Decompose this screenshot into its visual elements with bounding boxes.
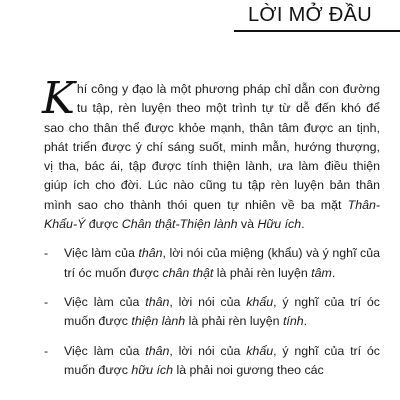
item-emphasis: thân [138, 246, 163, 261]
principles-list [44, 244, 380, 380]
item-text: Việc làm của [64, 294, 146, 309]
item-emphasis: thiện lành [131, 314, 186, 329]
intro-text: và [237, 217, 258, 232]
item-emphasis: tính [282, 314, 304, 329]
item-text: , lời nói của [169, 343, 247, 358]
chapter-title: LỜI MỞ ĐẦU [248, 4, 372, 26]
intro-emphasis-three-aspects: Thân-Khẩu-Ý [44, 197, 380, 232]
intro-text: được [85, 217, 122, 232]
header-rule [234, 30, 400, 32]
list-item [44, 293, 380, 332]
item-emphasis: tâm [311, 265, 332, 280]
list-item [44, 244, 380, 283]
item-emphasis: thân [145, 343, 170, 358]
intro-emphasis-truthful-good: Chân thật-Thiện lành [121, 217, 238, 232]
item-text: Việc làm của [64, 246, 139, 261]
item-text: là phải rèn luyện [213, 265, 312, 280]
item-text: Việc làm của [64, 343, 146, 358]
intro-emphasis-useful: Hữu ích [257, 217, 302, 232]
intro-text: hí công y đạo là một phương pháp chỉ dẫn con đường tu tập, rèn luyện theo một trình tự từ dễ đến khó để sao cho thân thể được khỏe mạnh, thân tâm được an tịnh, phát triển được ý chí sáng suốt, minh mẫn, hướng thượng, vị tha, bác ái, tập được tính thiện lành, ưa làm điều thiện giúp ích cho đời. Lúc nào cũng tu tập rèn luyện bản thân mình sao cho thành thói quen tự nhiên về ba mặt [44, 82, 380, 212]
item-text: , ý nghĩ của trí óc muốn được [64, 343, 380, 377]
item-emphasis: chân thật [162, 265, 214, 280]
item-text: , lời nói của [169, 294, 247, 309]
intro-paragraph [42, 73, 380, 234]
drop-cap: K [42, 73, 75, 124]
item-text: . [303, 314, 308, 329]
item-emphasis: khẩu [246, 343, 274, 358]
item-text: là phải noi gương theo các [173, 362, 324, 377]
page-body [42, 73, 381, 390]
intro-text: . [301, 217, 305, 232]
item-emphasis: khẩu [246, 294, 274, 309]
item-emphasis: hữu ích [131, 362, 173, 377]
item-text: là phải rèn luyện [185, 314, 283, 329]
list-item [44, 342, 380, 381]
item-text: . [331, 265, 336, 280]
item-emphasis: thân [145, 294, 170, 309]
item-text: , lời nói của miệng (khẩu) và ý nghĩ của trí óc muốn được [64, 246, 381, 280]
item-text: , ý nghĩ của trí óc muốn được [64, 294, 380, 329]
